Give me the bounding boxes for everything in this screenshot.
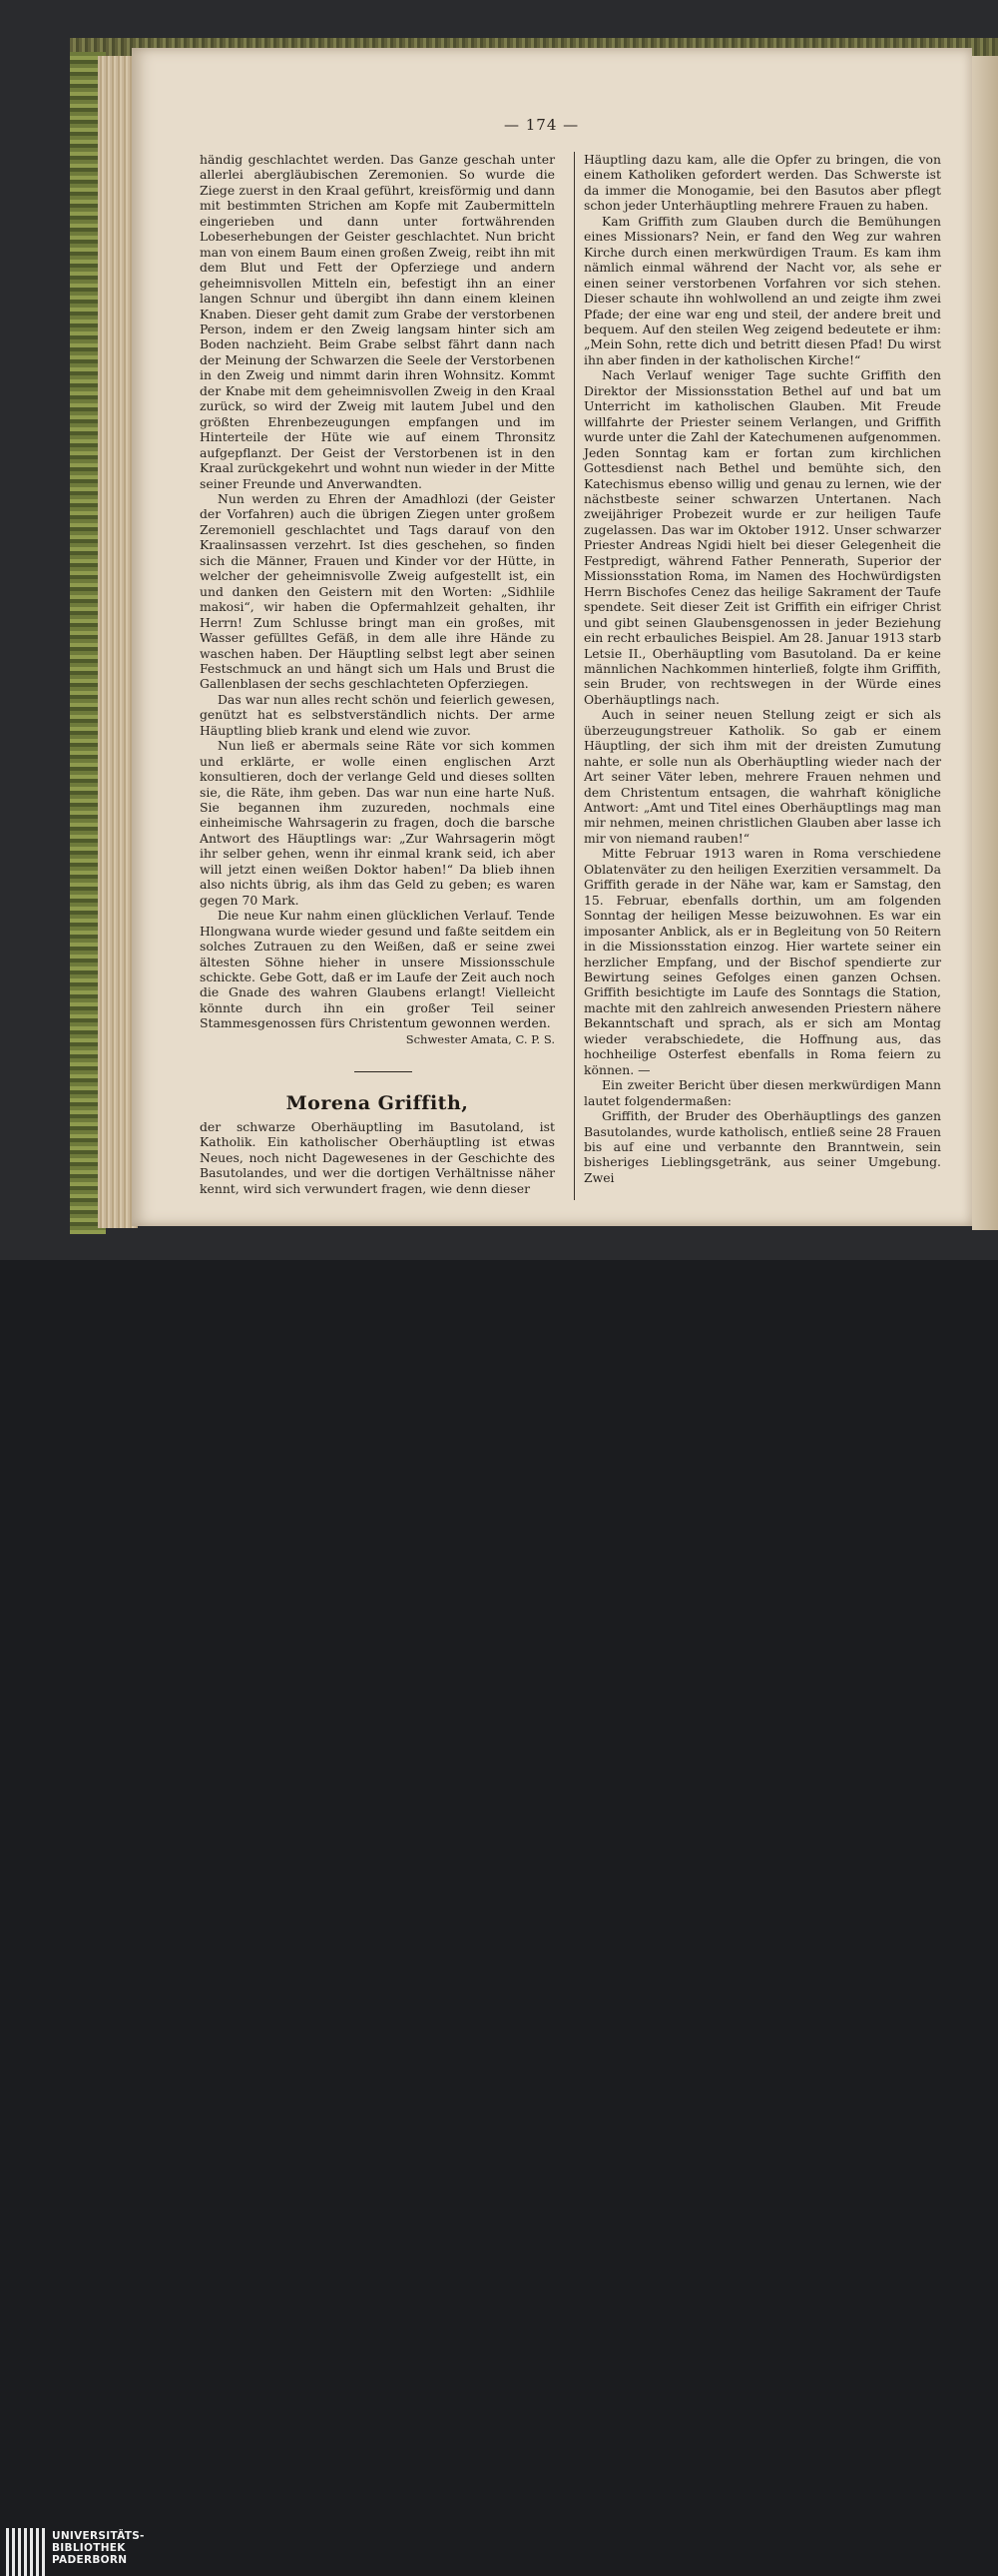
left-column	[200, 152, 555, 1118]
library-footer	[0, 1260, 998, 2566]
article-heading: Morena Griffith,	[285, 1092, 469, 1114]
paragraph: Nach Verlauf weniger Tage suchte Griffith den Direktor der Missionsstation Bethel auf und bat um Unterricht im katholischen Glauben. Mit Freude willfahrte der Priester seinem Verlangen, und Griffith wurde unter die Zahl der Katechumenen aufgenommen. Jeden Sonntag kam er fortan zum kirchlichen Gottesdienst nach Bethel und bemühte sich, den Katechismus ebenso willig und genau zu lernen, wie der nächstbeste seiner schwarzen Untertanen. Nach zweijähriger Probezeit wurde er zur heiligen Taufe zugelassen. Das war im Oktober 1912. Unser schwarzer Priester Andreas Ngidi hielt bei dieser Gelegenheit die Festpredigt, während Father Pennerath, Superior der Missionsstation Roma, im Namen des Hochwürdigsten Herrn Bischofes Cenez das heilige Sakrament der Taufe spendete. Seit dieser Zeit ist Griffith ein eifriger Christ und gibt seinen Glaubensgenossen in jeder Beziehung ein recht erbauliches Beispiel. Am 28. Januar 1913 starb Letsie II., Oberhäuptling vom Basutoland. Da er keine männlichen Nachkommen hinterließ, folgte ihm Griffith, sein Bruder, von rechtswegen in der Würde eines Oberhäuptlings nach.	[584, 367, 941, 707]
author-signature: Schwester Amata, C. P. S.	[405, 1031, 555, 1046]
logo-line: PADERBORN	[52, 2554, 128, 2566]
logo-line: BIBLIOTHEK	[52, 2542, 126, 2554]
paragraph: Griffith, der Bruder des Oberhäuptlings des ganzen Basutolandes, wurde katholisch, entließ seine 28 Frauen bis auf eine und verbannte den Branntwein, sein bisheriges Lieblingsgetränk, aus seiner Umgebung. Zwei	[584, 1108, 941, 1185]
section-separator	[354, 1071, 412, 1072]
paragraph: Mitte Februar 1913 waren in Roma verschiedene Oblatenväter zu den heiligen Exerzitien versammelt. Da Griffith gerade in der Nähe war, kam er Samstag, den 15. Februar, ebenfalls dorthin, um am folgenden Sonntag der heiligen Messe beizuwohnen. Es war ein imposanter Anblick, als er in Begleitung von 50 Reitern in die Missionsstation einzog. Hier wartete seiner ein herzlicher Empfang, und der Bischof spendierte zur Bewirtung seines Gefolges einen ganzen Ochsen. Griffith besichtigte im Laufe des Sonntags die Station, machte mit den zahlreich anwesenden Priestern nähere Bekanntschaft und sprach, als er sich am Montag wieder verabschiedete, die Hoffnung aus, das hochheilige Osterfest ebenfalls in Roma feiern zu können. —	[584, 846, 941, 1077]
paragraph: Die neue Kur nahm einen glücklichen Verlauf. Tende Hlongwana wurde wieder gesund und faßte seitdem ein solches Zutrauen zu den Weißen, daß er seine zwei ältesten Söhne hieher in unsere Missionsschule schickte. Gebe Gott, daß er im Laufe der Zeit auch noch die Gnade des wahren Glaubens erlangt! Vielleicht könnte durch ihn ein großer Teil seiner Stammesgenossen fürs Christentum gewonnen werden.	[200, 908, 555, 1031]
page-right-edge	[972, 56, 998, 1230]
paragraph: Kam Griffith zum Glauben durch die Bemühungen eines Missionars? Nein, er fand den Weg zur wahren Kirche durch einen merkwürdigen Traum. Es kam ihm nämlich einmal während der Nacht vor, als sehe er einen seiner verstorbenen Vorfahren vor sich stehen. Dieser schaute ihn wohlwollend an und zeigte ihm zwei Pfade; der eine war eng und steil, der andere breit und bequem. Auf den steilen Weg zeigend bedeutete er ihm: „Mein Sohn, rette dich und betritt diesen Pfad! Du wirst ihn aber finden in der katholischen Kirche!“	[584, 213, 941, 367]
article-intro	[200, 1119, 555, 1199]
column-divider	[574, 152, 575, 1200]
paragraph: Häuptling dazu kam, alle die Opfer zu bringen, die von einem Katholiken gefordert werden. Das Schwerste ist da immer die Monogamie, bei den Basutos aber pflegt schon jeder Unterhäuptling mehrere Frauen zu haben.	[584, 152, 941, 214]
library-logo-icon	[6, 2528, 46, 2576]
paragraph: der schwarze Oberhäuptling im Basutoland, ist Katholik. Ein katholischer Oberhäuptling ist etwas Neues, noch nicht Dagewesenes in der Geschichte des Basutolandes, und wer die dortigen Verhältnisse näher kennt, wird sich verwundert fragen, wie denn dieser	[200, 1119, 555, 1196]
library-logo-text	[52, 2530, 145, 2566]
right-column	[584, 152, 941, 1185]
paragraph: Nun ließ er abermals seine Räte vor sich kommen und erklärte, er wolle einen englischen Arzt konsultieren, doch der verlange Geld und dieses sollten sie, die Räte, ihm geben. Das war nun eine harte Nuß. Sie begannen ihm zuzureden, nochmals eine einheimische Wahrsagerin zu fragen, doch die barsche Antwort des Häuptlings war: „Zur Wahrsagerin mögt ihr selber gehen, wenn ihr einmal krank seid, ich aber will jetzt einen weißen Doktor haben!“ Da blieb ihnen also nichts übrig, als ihm das Geld zu geben; es waren gegen 70 Mark.	[200, 738, 555, 908]
paragraph: Auch in seiner neuen Stellung zeigt er sich als überzeugungstreuer Katholik. So gab er einem Häuptling, der sich ihm mit der dreisten Zumutung nahte, er solle nun als Oberhäuptling wieder nach der Art seiner Väter leben, mehrere Frauen nehmen und dem Christentum entsagen, die wahrhaft königliche Antwort: „Amt und Titel eines Oberhäuptlings mag man mir nehmen, meinen christlichen Glauben aber lasse ich mir von niemand rauben!“	[584, 707, 941, 846]
paragraph: Das war nun alles recht schön und feierlich gewesen, genützt hat es selbstverständlich nichts. Der arme Häuptling blieb krank und elend wie zuvor.	[200, 691, 555, 738]
paragraph: Nun werden zu Ehren der Amadhlozi (der Geister der Vorfahren) auch die übrigen Ziegen unter großem Zeremoniell geschlachtet und Tags darauf von den Kraalinsassen verzehrt. Ist dies geschehen, so finden sich die Männer, Frauen und Kinder vor der Hütte, in welcher der geheimnisvolle Zweig aufgestellt ist, ein und danken den Geistern mit den Worten: „Sidhlile makosi“, wir haben die Opfermahlzeit gehalten, ihr Herrn! Zum Schlusse bringt man ein großes, mit Wasser gefülltes Gefäß, in dem alle ihre Hände zu waschen haben. Der Häuptling selbst legt aber seinen Festschmuck an und hängt sich um Hals und Brust die Gallenblasen der sechs geschlachteten Opferziegen.	[200, 490, 555, 692]
paragraph: Ein zweiter Bericht über diesen merkwürdigen Mann lautet folgendermaßen:	[584, 1077, 941, 1108]
page-number: — 174 —	[504, 116, 580, 134]
paragraph: händig geschlachtet werden. Das Ganze geschah unter allerlei abergläubischen Zeremonien. So wurde die Ziege zuerst in den Kraal geführt, kreisförmig und dann mit bestimmten Strichen am Kopfe mit Zaubermitteln eingerieben und dann unter fortwährenden Lobeserhebungen der Geister geschlachtet. Nun bricht man von einem Baum einen großen Zweig, reibt ihn mit dem Blut und Fett der Opferziege und andern geheimnisvollen Mitteln ein, befestigt ihn an einer langen Schnur und übergibt ihn dann einem kleinen Knaben. Dieser geht damit zum Grabe der verstorbenen Person, indem er den Zweig langsam hinter sich am Boden nachzieht. Beim Grabe selbst fährt dann nach der Meinung der Schwarzen die Seele der Verstorbenen in den Zweig und nimmt darin ihren Wohnsitz. Kommt der Knabe mit dem geheimnisvollen Zweig in den Kraal zurück, so wird der Zweig mit lautem Jubel und den größten Ehrenbezeugungen empfangen und im Hinterteile der Hüte wie auf einem Thronsitz aufgepflanzt. Der Geist der Verstorbenen ist in den Kraal zurückgekehrt und wohnt nun wieder in der Mitte seiner Freunde und Anverwandten.	[200, 152, 555, 491]
book-scan	[0, 0, 998, 1260]
logo-line: UNIVERSITÄTS-	[52, 2530, 145, 2542]
